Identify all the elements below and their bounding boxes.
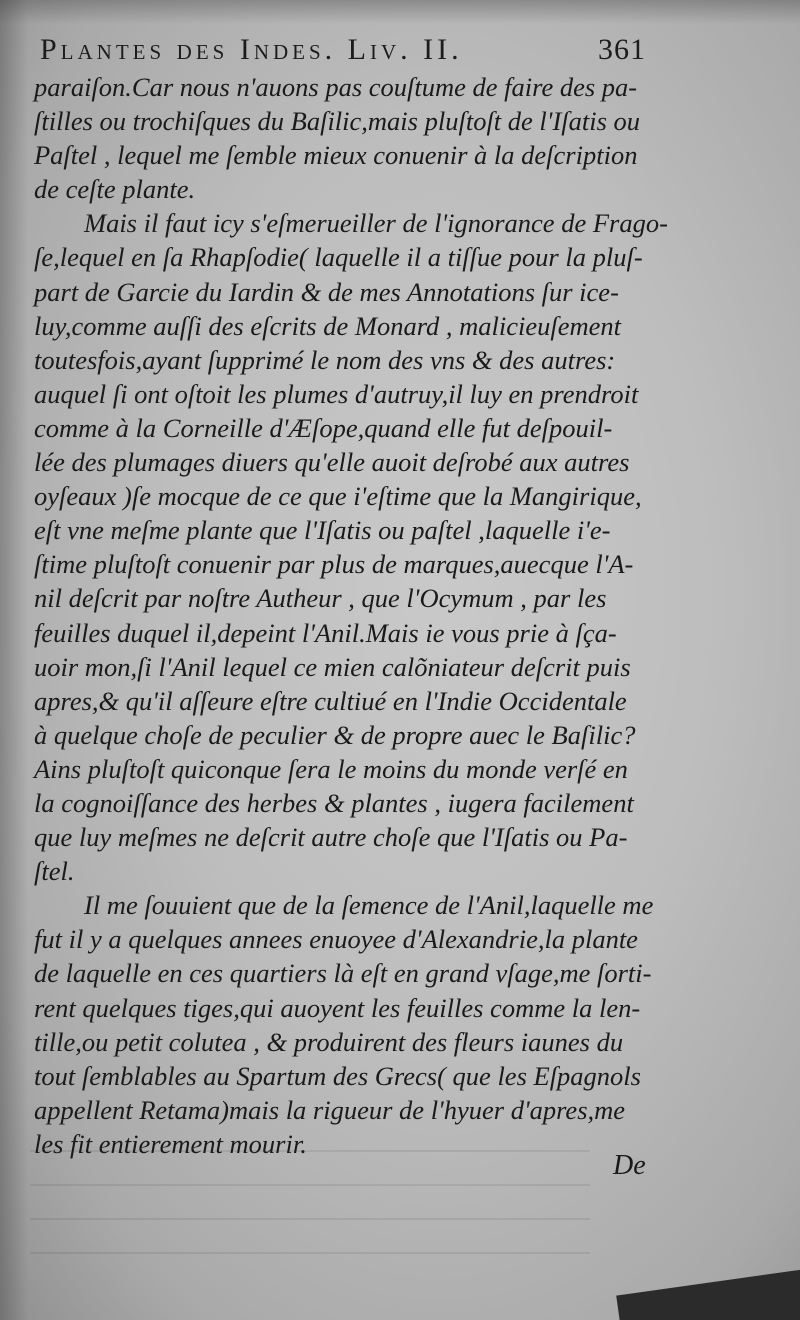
text-line: paraiſon.Car nous n'auons pas couſtume de faire des pa- bbox=[34, 72, 638, 102]
page-number: 361 bbox=[598, 33, 646, 66]
text-line: de laquelle en ces quartiers là eſt en grand vſage,me ſorti- bbox=[34, 958, 652, 989]
text-line: ſtime pluſtoſt conuenir par plus de marques,auecque l'A- bbox=[34, 549, 634, 580]
text-line: nil deſcrit par noſtre Autheur , que l'Ocymum , par les bbox=[34, 583, 607, 614]
text-line: Il me ſouuient que de la ſemence de l'Anil,laquelle me bbox=[84, 890, 654, 921]
page-corner-shadow bbox=[616, 1265, 800, 1320]
text-line: rent quelques tiges,qui auoyent les feuilles comme la len- bbox=[34, 992, 641, 1023]
text-line: appellent Retama)mais la rigueur de l'hyuer d'apres,me bbox=[34, 1094, 626, 1125]
text-line: oyſeaux )ſe mocque de ce que i'eſtime que la Mangirique, bbox=[34, 481, 642, 512]
text-line: lée des plumages diuers qu'elle auoit deſrobé aux autres bbox=[34, 447, 630, 478]
text-line: comme à la Corneille d'Æſope,quand elle fut deſpouil- bbox=[34, 412, 613, 443]
text-line: part de Garcie du Iardin & de mes Annotations ſur ice- bbox=[34, 276, 619, 307]
text-line: ſtel. bbox=[34, 856, 75, 887]
text-line: toutesfois,ayant ſupprimé le nom des vns & des autres: bbox=[34, 344, 616, 375]
text-line: Paſtel , lequel me ſemble mieux conuenir à la deſcription bbox=[34, 140, 638, 171]
text-line: tout ſemblables au Spartum des Grecs( que les Eſpagnols bbox=[34, 1060, 641, 1091]
text-line: à quelque choſe de peculier & de propre auec le Baſilic? bbox=[34, 719, 636, 750]
text-line: que luy meſmes ne deſcrit autre choſe que l'Iſatis ou Pa- bbox=[34, 822, 628, 853]
text-line: les fit entierement mourir. bbox=[34, 1128, 307, 1159]
text-line: apres,& qu'il aſſeure eſtre cultiué en l'Indie Occidentale bbox=[34, 685, 627, 716]
catchword: De bbox=[613, 1150, 646, 1181]
body-text bbox=[34, 70, 668, 1161]
text-line: auquel ſi ont oſtoit les plumes d'autruy,il luy en prendroit bbox=[34, 378, 639, 409]
gutter-shadow bbox=[0, 0, 28, 1320]
text-line: Mais il faut icy s'eſmerueiller de l'ignorance de Frago- bbox=[84, 208, 668, 239]
text-line: luy,comme auſſi des eſcrits de Monard , malicieuſement bbox=[34, 310, 622, 341]
text-line: ſtilles ou trochiſques du Baſilic,mais pluſtoſt de l'Iſatis ou bbox=[34, 106, 641, 137]
text-line: feuilles duquel il,depeint l'Anil.Mais ie vous prie à ſça- bbox=[34, 617, 617, 648]
text-line: eſt vne meſme plante que l'Iſatis ou paſtel ,laquelle i'e- bbox=[34, 515, 611, 546]
text-line: Ains pluſtoſt quiconque ſera le moins du monde verſé en bbox=[34, 753, 628, 784]
show-through-texture bbox=[30, 1150, 590, 1270]
running-head bbox=[40, 30, 646, 70]
text-line: uoir mon,ſi l'Anil lequel ce mien calõniateur deſcrit puis bbox=[34, 651, 631, 682]
top-edge-shadow bbox=[0, 0, 800, 24]
text-line: tille,ou petit colutea , & produirent des fleurs iaunes du bbox=[34, 1026, 624, 1057]
text-line: la cognoiſſance des herbes & plantes , iugera facilement bbox=[34, 787, 634, 818]
running-title: Plantes des Indes. Liv. II. bbox=[40, 33, 463, 66]
text-line: fut il y a quelques annees enuoyee d'Alexandrie,la plante bbox=[34, 924, 638, 955]
text-line: de ceſte plante. bbox=[34, 174, 196, 205]
text-line: ſe,lequel en ſa Rhapſodie( laquelle il a tiſſue pour la pluſ- bbox=[34, 242, 643, 273]
